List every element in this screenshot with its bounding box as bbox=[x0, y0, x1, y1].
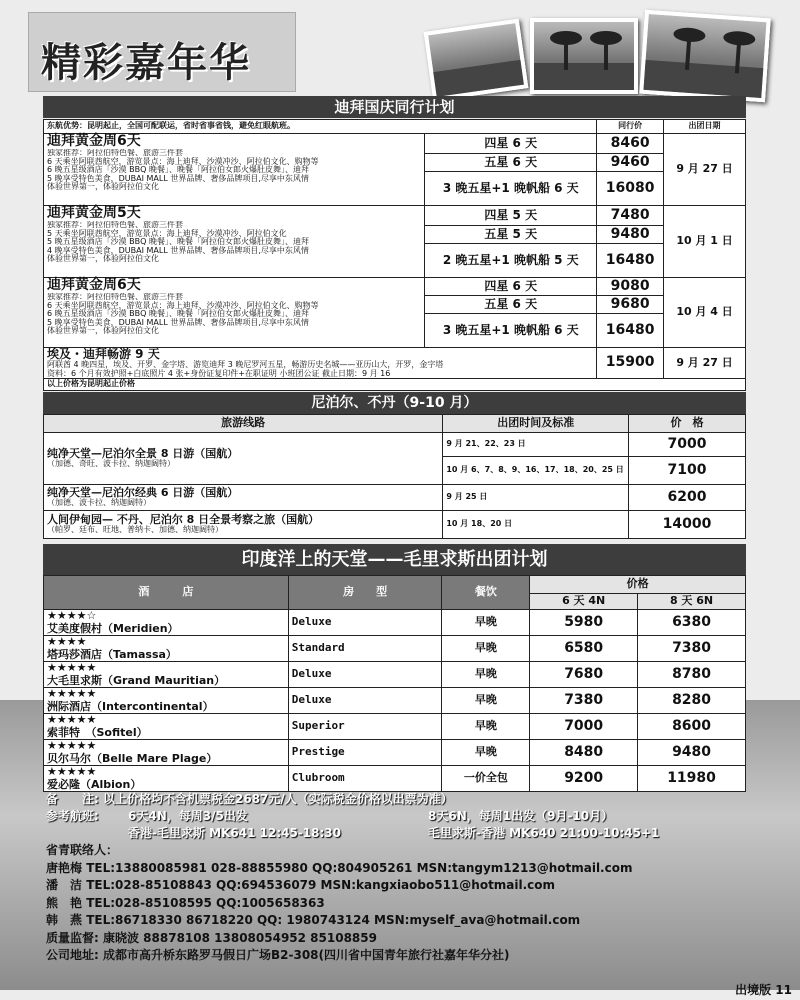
hotel-name: 塔玛莎酒店（Tamassa） bbox=[47, 647, 177, 661]
address-label: 公司地址: bbox=[46, 948, 99, 962]
meal-plan: 早晚 bbox=[442, 636, 530, 662]
meal-plan: 早晚 bbox=[442, 662, 530, 688]
option-price: 16080 bbox=[597, 172, 664, 206]
logo bbox=[28, 12, 296, 92]
col-room: 房 型 bbox=[288, 576, 442, 610]
quality-label: 质量监督: bbox=[46, 930, 99, 945]
route-sub: （帕罗、廷布、旺地、普纳卡、加德、纳迦阔特） bbox=[47, 525, 223, 535]
price-8d: 8780 bbox=[638, 662, 746, 688]
col-price: 价 格 bbox=[629, 415, 746, 433]
route-name: 人间伊甸园— 不丹、尼泊尔 8 日全景考察之旅（国航） bbox=[47, 513, 320, 527]
flight-out: 香港-毛里求斯 MK641 12:45-18:30 bbox=[128, 826, 342, 840]
price-6d: 8480 bbox=[530, 740, 638, 766]
tour-price: 15900 bbox=[597, 348, 664, 379]
option-price: 9080 bbox=[597, 278, 664, 296]
route-time: 10 月 18、20 日 bbox=[443, 511, 629, 539]
photo-resort bbox=[639, 10, 771, 103]
contacts-block bbox=[46, 842, 746, 965]
col-8d: 8 天 6N bbox=[638, 594, 746, 610]
flight-b: 8天6N，每周1出发（9月-10月） bbox=[428, 809, 614, 823]
option-price: 16480 bbox=[597, 244, 664, 278]
page-number: 出境版 11 bbox=[735, 983, 792, 997]
nepal-title: 尼泊尔、不丹（9-10 月） bbox=[43, 392, 746, 414]
price-8d: 7380 bbox=[638, 636, 746, 662]
room-type: Deluxe bbox=[288, 610, 442, 636]
tour-date: 10 月 4 日 bbox=[664, 278, 746, 348]
option-type: 四星 6 天 bbox=[425, 278, 597, 296]
star-rating: ★★★★☆ bbox=[47, 609, 97, 623]
option-price: 8460 bbox=[597, 134, 664, 154]
route-time: 9 月 21、22、23 日 bbox=[443, 433, 629, 457]
mauritius-table bbox=[43, 575, 746, 792]
dubai-table bbox=[43, 119, 746, 391]
option-type: 四星 6 天 bbox=[425, 134, 597, 154]
hotel-name: 贝尔马尔（Belle Mare Plage） bbox=[47, 751, 218, 765]
option-price: 9460 bbox=[597, 154, 664, 172]
quality-info: 康晓波 88878108 13808054952 85108859 bbox=[103, 930, 377, 945]
notes-block bbox=[46, 790, 746, 841]
contact-row bbox=[46, 895, 746, 913]
dubai-title: 迪拜国庆同行计划 bbox=[43, 96, 746, 118]
route-sub: （加德、波卡拉、纳迦阔特） bbox=[47, 498, 151, 508]
price-8d: 11980 bbox=[638, 766, 746, 792]
meal-plan: 一价全包 bbox=[442, 766, 530, 792]
star-rating: ★★★★★ bbox=[47, 713, 97, 727]
hotel-name: 艾美度假村（Meridien） bbox=[47, 621, 179, 635]
price-8d: 8280 bbox=[638, 688, 746, 714]
flight-a: 6天4N，每周3/5出发 bbox=[128, 809, 248, 823]
option-type: 四星 5 天 bbox=[425, 206, 597, 226]
sea-shape bbox=[643, 59, 763, 98]
remark-text: 以上价格均不含机票税金2687元/人（实际税金价格以出票为准） bbox=[103, 792, 453, 806]
flight-line bbox=[46, 807, 746, 824]
quality-row bbox=[46, 930, 746, 948]
contact-name: 潘 洁 bbox=[46, 878, 83, 892]
contact-name: 唐艳梅 bbox=[46, 860, 83, 875]
star-rating: ★★★★★ bbox=[47, 687, 97, 701]
option-type: 五星 5 天 bbox=[425, 226, 597, 244]
address-row bbox=[46, 947, 746, 965]
room-type: Deluxe bbox=[288, 662, 442, 688]
option-type: 五星 6 天 bbox=[425, 296, 597, 314]
tour-name: 迪拜黄金周5天 bbox=[47, 205, 141, 221]
price-6d: 6580 bbox=[530, 636, 638, 662]
logo-text: 精彩嘉年华 bbox=[41, 39, 251, 86]
flight-back: 毛里求斯-香港 MK640 21:00-10:45+1 bbox=[428, 826, 660, 840]
price-6d: 7680 bbox=[530, 662, 638, 688]
star-rating: ★★★★★ bbox=[47, 739, 97, 753]
option-type: 五星 6 天 bbox=[425, 154, 597, 172]
photo-beach bbox=[530, 18, 638, 94]
option-price: 9680 bbox=[597, 296, 664, 314]
col-hotel: 酒 店 bbox=[44, 576, 289, 610]
route-name: 纯净天堂—尼泊尔全景 8 日游（国航） bbox=[47, 447, 239, 461]
col-price: 价格 bbox=[530, 576, 746, 594]
room-type: Prestige bbox=[288, 740, 442, 766]
hotel-name: 索菲特 （Sofitel） bbox=[47, 725, 148, 739]
col-6d: 6 天 4N bbox=[530, 594, 638, 610]
route-price: 7000 bbox=[629, 433, 746, 457]
sea-shape bbox=[433, 60, 524, 97]
col-date: 出团日期 bbox=[664, 120, 746, 134]
price-8d: 8600 bbox=[638, 714, 746, 740]
price-8d: 6380 bbox=[638, 610, 746, 636]
option-price: 7480 bbox=[597, 206, 664, 226]
room-type: Clubroom bbox=[288, 766, 442, 792]
price-6d: 7000 bbox=[530, 714, 638, 740]
dubai-footnote: 以上价格为昆明起止价格 bbox=[44, 378, 746, 390]
col-route: 旅游线路 bbox=[44, 415, 443, 433]
col-time: 出团时间及标准 bbox=[443, 415, 629, 433]
meal-plan: 早晚 bbox=[442, 610, 530, 636]
remark-label: 备 注: bbox=[46, 792, 99, 806]
tour-date: 9 月 27 日 bbox=[664, 134, 746, 206]
dubai-intro: 东航优势：昆明起止，全国可配联运，省时省事省钱，避免红眼航班。 bbox=[44, 120, 597, 134]
price-8d: 9480 bbox=[638, 740, 746, 766]
tour-name: 迪拜黄金周6天 bbox=[47, 133, 141, 149]
option-price: 9480 bbox=[597, 226, 664, 244]
flight-times bbox=[46, 824, 746, 841]
star-rating: ★★★★★ bbox=[47, 661, 97, 675]
tour-desc: 独家推荐：阿拉伯特色餐、旅游三件套 5 天乘坐阿联酋航空，游览景点：海上迪拜、沙漠冲沙、阿拉伯文化 5 晚五星级酒店「沙漠 BBQ 晚餐」、晚餐「阿拉伯女郎火爆肚皮舞」、迪拜 4 晚享受特色美食，DUBAI MALL 世界品牌、奢侈品牌项目,尽享中东风情 体验世界第一，体验阿拉伯文化 bbox=[47, 221, 309, 263]
contact-row bbox=[46, 860, 746, 878]
palm-icon bbox=[604, 39, 608, 70]
tour-name: 迪拜黄金周6天 bbox=[47, 277, 141, 293]
star-rating: ★★★★★ bbox=[47, 765, 97, 779]
route-time: 9 月 25 日 bbox=[443, 485, 629, 511]
contact-info: TEL:13880085981 028-88855980 QQ:804905261 MSN:tangym1213@hotmail.com bbox=[86, 860, 633, 875]
flight-label: 参考航班: bbox=[46, 809, 99, 823]
sea-shape bbox=[534, 63, 634, 90]
contact-name: 韩 燕 bbox=[46, 913, 83, 927]
meal-plan: 早晚 bbox=[442, 714, 530, 740]
meal-plan: 早晚 bbox=[442, 688, 530, 714]
meal-plan: 早晚 bbox=[442, 740, 530, 766]
address-info: 成都市高升桥东路罗马假日广场B2-308(四川省中国青年旅行社嘉年华分社) bbox=[103, 948, 510, 962]
tour-desc: 阿联酋 4 晚四星，埃及、开罗、金字塔、游览迪拜 3 晚尼罗河五星，畅游历史名城——亚历山大，开罗，金字塔 资料：6 个月有效护照+白底照片 4 张+身份证复印件+在职证明 小班团公证 截止日期：9 月 16 bbox=[47, 360, 444, 378]
option-type: 3 晚五星+1 晚帆船 6 天 bbox=[425, 314, 597, 348]
route-sub: （加德、奇旺、波卡拉、纳迦阔特） bbox=[47, 459, 175, 469]
hotel-name: 大毛里求斯（Grand Mauritian） bbox=[47, 673, 226, 687]
option-type: 3 晚五星+1 晚帆船 6 天 bbox=[425, 172, 597, 206]
option-price: 16480 bbox=[597, 314, 664, 348]
room-type: Superior bbox=[288, 714, 442, 740]
price-6d: 9200 bbox=[530, 766, 638, 792]
tour-desc: 独家推荐：阿拉伯特色餐、旅游三件套 6 天乘坐阿联酋航空，游览景点：海上迪拜、沙漠冲沙、阿拉伯文化、购物等 6 晚五星级酒店「沙漠 BBQ 晚餐」、晚餐「阿拉伯女郎火爆肚皮舞」、迪拜 5 晚享受特色美食，DUBAI MALL 世界品牌、奢侈品牌项目,尽享中东风情 体验世界第一，体验阿拉伯文化 bbox=[47, 149, 319, 191]
tour-desc: 独家推荐：阿拉伯特色餐、旅游三件套 6 天乘坐阿联酋航空，游览景点：海上迪拜、沙漠冲沙、阿拉伯文化、购物等 6 晚五星级酒店「沙漠 BBQ 晚餐」、晚餐「阿拉伯女郎火爆肚皮舞」、迪拜 5 晚享受特色美食，DUBAI MALL 世界品牌、奢侈品牌项目,尽享中东风情 体验世界第一，体验阿拉伯文化 bbox=[47, 293, 319, 335]
nepal-table bbox=[43, 414, 746, 539]
col-meal: 餐饮 bbox=[442, 576, 530, 610]
remark-line bbox=[46, 790, 746, 807]
tour-date: 9 月 27 日 bbox=[664, 348, 746, 379]
route-name: 纯净天堂—尼泊尔经典 6 日游（国航） bbox=[47, 486, 239, 500]
hotel-name: 爱必隆（Albion） bbox=[47, 777, 142, 791]
price-6d: 5980 bbox=[530, 610, 638, 636]
route-price: 14000 bbox=[629, 511, 746, 539]
contact-info: TEL:86718330 86718220 QQ: 1980743124 MSN:myself_ava@hotmail.com bbox=[86, 913, 581, 927]
price-6d: 7380 bbox=[530, 688, 638, 714]
route-time: 10 月 6、7、8、9、16、17、18、20、25 日 bbox=[443, 457, 629, 485]
star-rating: ★★★★ bbox=[47, 635, 87, 649]
route-price: 7100 bbox=[629, 457, 746, 485]
contact-row bbox=[46, 877, 746, 895]
room-type: Standard bbox=[288, 636, 442, 662]
contacts-heading: 省青联络人： bbox=[46, 843, 119, 857]
hotel-name: 洲际酒店（Intercontinental） bbox=[47, 699, 214, 713]
contact-row bbox=[46, 912, 746, 930]
mauritius-title: 印度洋上的天堂——毛里求斯出团计划 bbox=[43, 544, 746, 575]
contact-info: TEL:028-85108843 QQ:694536079 MSN:kangxiaobo511@hotmail.com bbox=[86, 878, 556, 892]
palm-icon bbox=[564, 39, 568, 70]
photo-sea bbox=[424, 19, 529, 102]
contact-name: 熊 艳 bbox=[46, 895, 83, 910]
room-type: Deluxe bbox=[288, 688, 442, 714]
col-price: 同行价 bbox=[597, 120, 664, 134]
option-type: 2 晚五星+1 晚帆船 5 天 bbox=[425, 244, 597, 278]
tour-date: 10 月 1 日 bbox=[664, 206, 746, 278]
contact-info: TEL:028-85108595 QQ:1005658363 bbox=[86, 895, 325, 910]
route-price: 6200 bbox=[629, 485, 746, 511]
tour-name: 埃及・迪拜畅游 9 天 bbox=[47, 347, 160, 361]
